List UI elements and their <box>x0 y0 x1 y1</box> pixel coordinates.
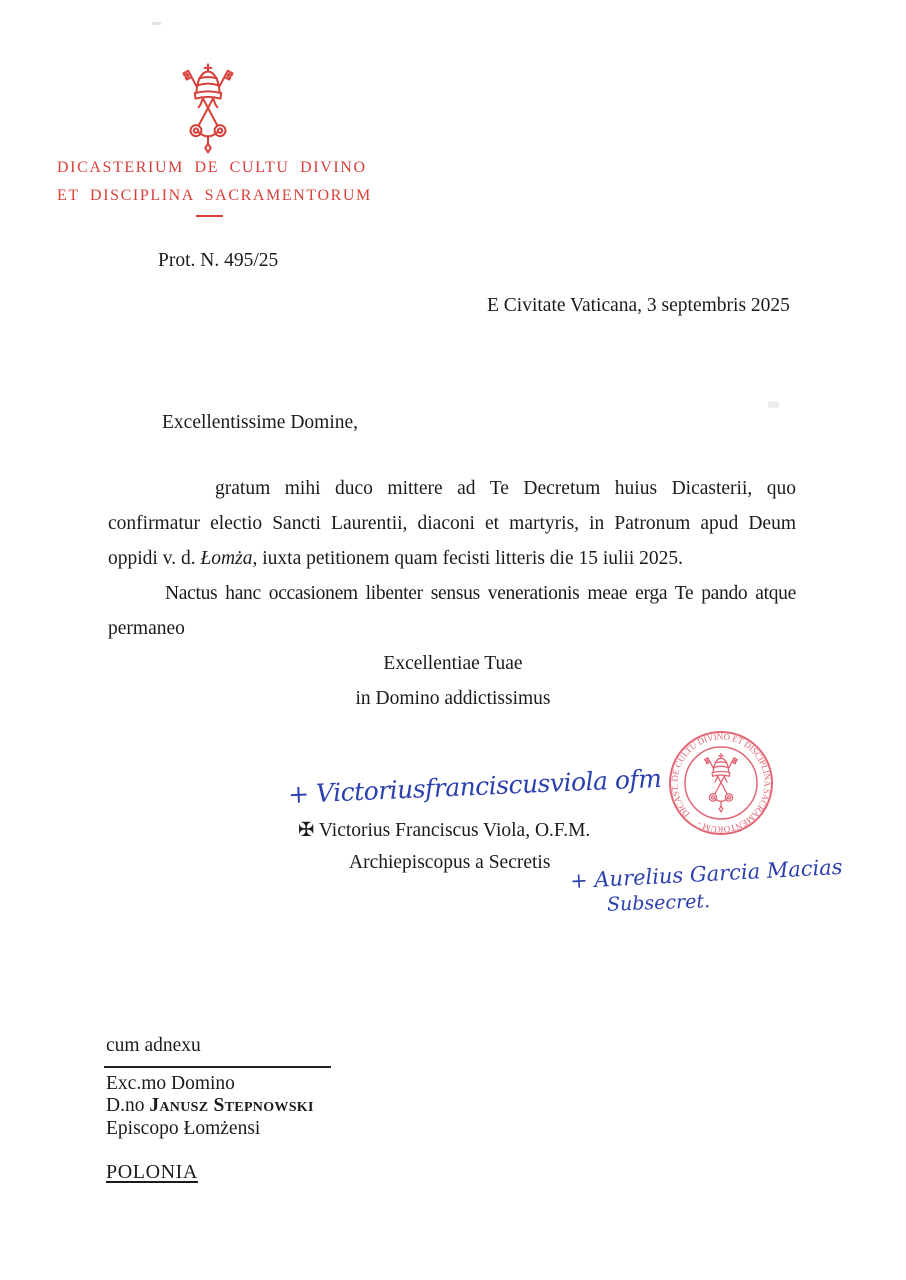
secretary-handwritten-signature: + Victoriusfranciscusviola ofm <box>287 763 662 810</box>
addressee-name: Janusz Stepnowski <box>149 1095 314 1117</box>
paragraph-2-line-2: permaneo <box>108 618 185 639</box>
paragraph-1-line-3-pre: oppidi v. d. <box>108 548 201 569</box>
scan-artifact <box>152 22 161 25</box>
vatican-crossed-keys-emblem-icon <box>167 62 249 157</box>
letterhead-line-2: ET DISCIPLINA SACRAMENTORUM <box>57 187 372 204</box>
addressee-divider-line <box>104 1066 331 1068</box>
salutation: Excellentissime Domine, <box>162 412 359 433</box>
addressee-line-1: Exc.mo Domino <box>106 1073 235 1094</box>
secretary-printed-name: ✠ Victorius Franciscus Viola, O.F.M. <box>298 820 591 841</box>
protocol-number: Prot. N. 495/25 <box>158 250 279 271</box>
dicastery-round-stamp <box>666 728 776 838</box>
valediction-line-2: in Domino addictissimus <box>355 688 551 709</box>
valediction-line-1: Excellentiae Tuae <box>383 653 523 674</box>
scan-artifact <box>768 401 779 408</box>
addressee-country: POLONIA <box>106 1161 198 1183</box>
subsecretary-handwritten-title: Subsecret. <box>606 890 711 916</box>
paragraph-1 <box>108 471 796 576</box>
paragraph-1-line-3 <box>108 541 796 576</box>
addressee-honorific: D.no <box>106 1095 150 1117</box>
paragraph-1-line-2: confirmatur electio Sancti Laurentii, diaconi et martyris, in Patronum apud Deum <box>108 513 796 534</box>
paragraph-1-line-3-post: , iuxta petitionem quam fecisti litteris die 15 iulii 2025. <box>252 548 684 569</box>
subsecretary-handwritten-signature: + Aurelius Garcia Macias <box>569 854 844 894</box>
paragraph-2-line-1: Nactus hanc occasionem libenter sensus venerationis meae erga Te pando atque <box>165 583 796 604</box>
stamp-ring-text: DICAST. DE CULTU DIVINO ET DISCIPLINA SACRAMENTORUM - <box>669 731 773 835</box>
letterhead-divider <box>196 215 223 217</box>
dateline: E Civitate Vaticana, 3 septembris 2025 <box>487 295 790 316</box>
secretary-title: Archiepiscopus a Secretis <box>349 852 551 873</box>
letterhead-line-1: DICASTERIUM DE CULTU DIVINO <box>57 159 367 176</box>
addressee-line-2 <box>106 1095 314 1117</box>
addressee-line-3: Episcopo Łomżensi <box>106 1117 261 1139</box>
place-name-italic: Łomża <box>200 548 253 569</box>
enclosure-note: cum adnexu <box>106 1035 201 1056</box>
paragraph-2 <box>108 576 796 646</box>
addressee-block <box>106 1073 314 1140</box>
paragraph-1-line-1: gratum mihi duco mittere ad Te Decretum huius Dicasterii, quo <box>215 478 796 499</box>
stamp-center-emblem-icon <box>705 754 738 812</box>
